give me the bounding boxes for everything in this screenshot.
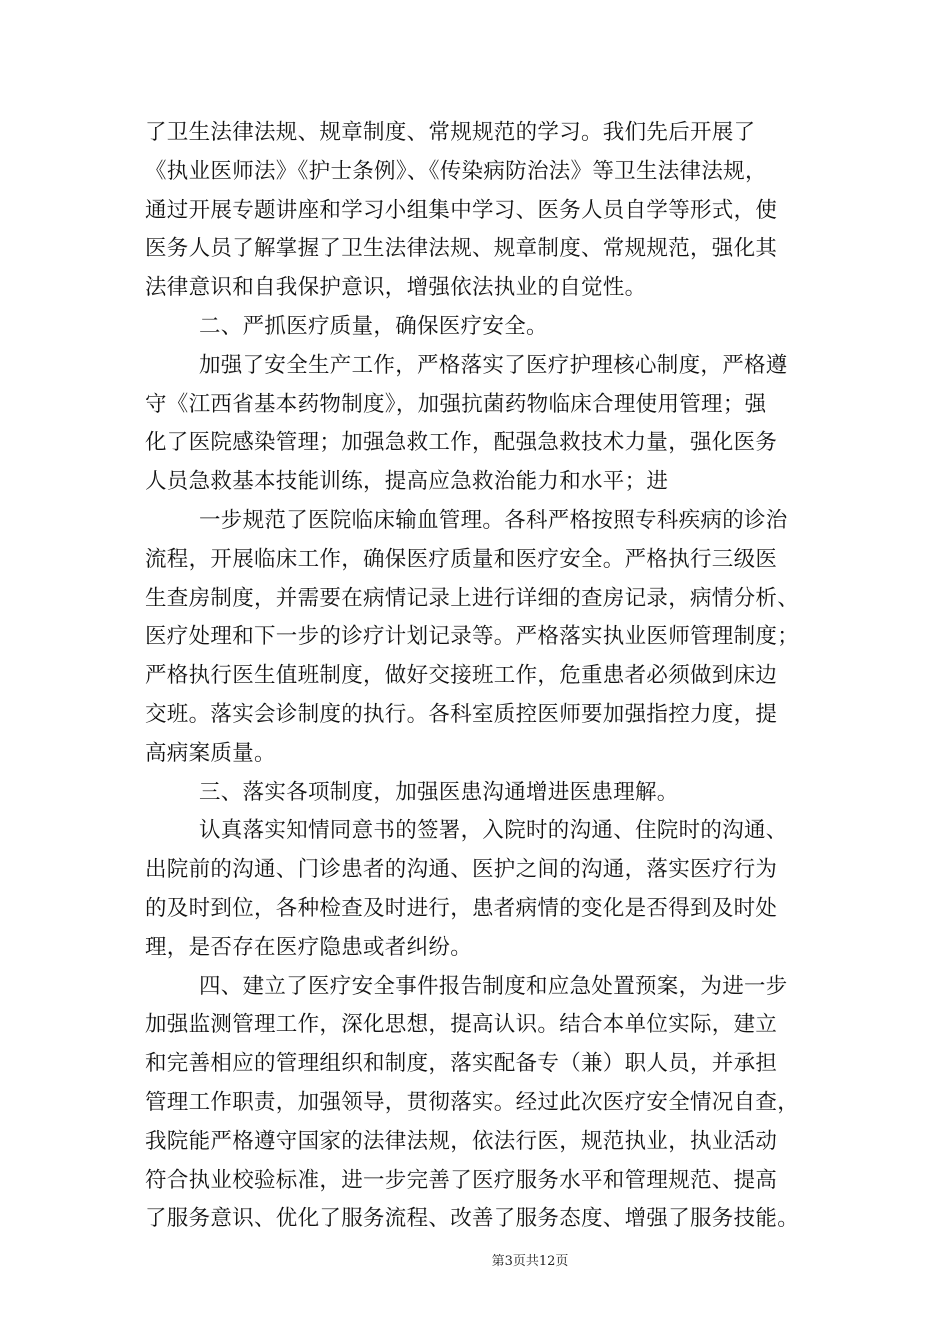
text-line: 了服务意识、优化了服务流程、改善了服务态度、增强了服务技能。 — [145, 1206, 800, 1232]
text-line: 四、建立了医疗安全事件报告制度和应急处置预案，为进一步 — [199, 973, 788, 999]
body-text — [145, 114, 825, 1239]
text-line: 我院能严格遵守国家的法律法规，依法行医，规范执业，执业活动 — [145, 1128, 778, 1154]
text-line: 加强了安全生产工作，严格落实了医疗护理核心制度，严格遵 — [199, 352, 788, 378]
text-line: 交班。落实会诊制度的执行。各科室质控医师要加强指控力度，提 — [145, 701, 778, 727]
text-line: 二、严抓医疗质量，确保医疗安全。 — [199, 313, 548, 339]
text-line: 一步规范了医院临床输血管理。各科严格按照专科疾病的诊治 — [199, 507, 788, 533]
page-number: 第3页共12页 — [491, 1254, 569, 1269]
text-line: 出院前的沟通、门诊患者的沟通、医护之间的沟通，落实医疗行为 — [145, 857, 778, 883]
text-line: 通过开展专题讲座和学习小组集中学习、医务人员自学等形式，使 — [145, 197, 778, 223]
text-line: 和完善相应的管理组织和制度，落实配备专（兼）职人员，并承担 — [145, 1051, 778, 1077]
text-line: 管理工作职责，加强领导，贯彻落实。经过此次医疗安全情况自查， — [145, 1089, 800, 1115]
text-line: 高病案质量。 — [145, 740, 276, 766]
text-line: 流程，开展临床工作，确保医疗质量和医疗安全。严格执行三级医 — [145, 546, 778, 572]
text-line: 了卫生法律法规、规章制度、常规规范的学习。我们先后开展了 — [145, 120, 756, 145]
text-line: 医务人员了解掌握了卫生法律法规、规章制度、常规规范，强化其 — [145, 236, 778, 262]
text-line: 符合执业校验标准，进一步完善了医疗服务水平和管理规范、提高 — [145, 1167, 778, 1193]
text-line: 认真落实知情同意书的签署，入院时的沟通、住院时的沟通、 — [199, 818, 788, 844]
text-line: 《执业医师法》《护士条例》、《传染病防治法》等卫生法律法规， — [145, 158, 767, 184]
text-line: 医疗处理和下一步的诊疗计划记录等。严格落实执业医师管理制度； — [145, 624, 800, 650]
text-line: 加强监测管理工作，深化思想，提高认识。结合本单位实际，建立 — [145, 1012, 778, 1038]
text-line: 法律意识和自我保护意识，增强依法执业的自觉性。 — [145, 275, 647, 301]
text-line: 生查房制度，并需要在病情记录上进行详细的查房记录，病情分析、 — [145, 585, 800, 611]
text-line: 的及时到位，各种检查及时进行，患者病情的变化是否得到及时处 — [145, 895, 778, 921]
text-line: 严格执行医生值班制度，做好交接班工作，危重患者必须做到床边 — [145, 663, 778, 689]
text-line: 化了医院感染管理；加强急救工作，配强急救技术力量，强化医务 — [145, 430, 778, 456]
text-line: 守《江西省基本药物制度》，加强抗菌药物临床合理使用管理；强 — [145, 391, 767, 417]
text-line: 理，是否存在医疗隐患或者纠纷。 — [145, 934, 473, 960]
text-line: 三、落实各项制度，加强医患沟通增进医患理解。 — [199, 779, 679, 805]
text-line: 人员急救基本技能训练，提高应急救治能力和水平；进 — [145, 469, 669, 495]
